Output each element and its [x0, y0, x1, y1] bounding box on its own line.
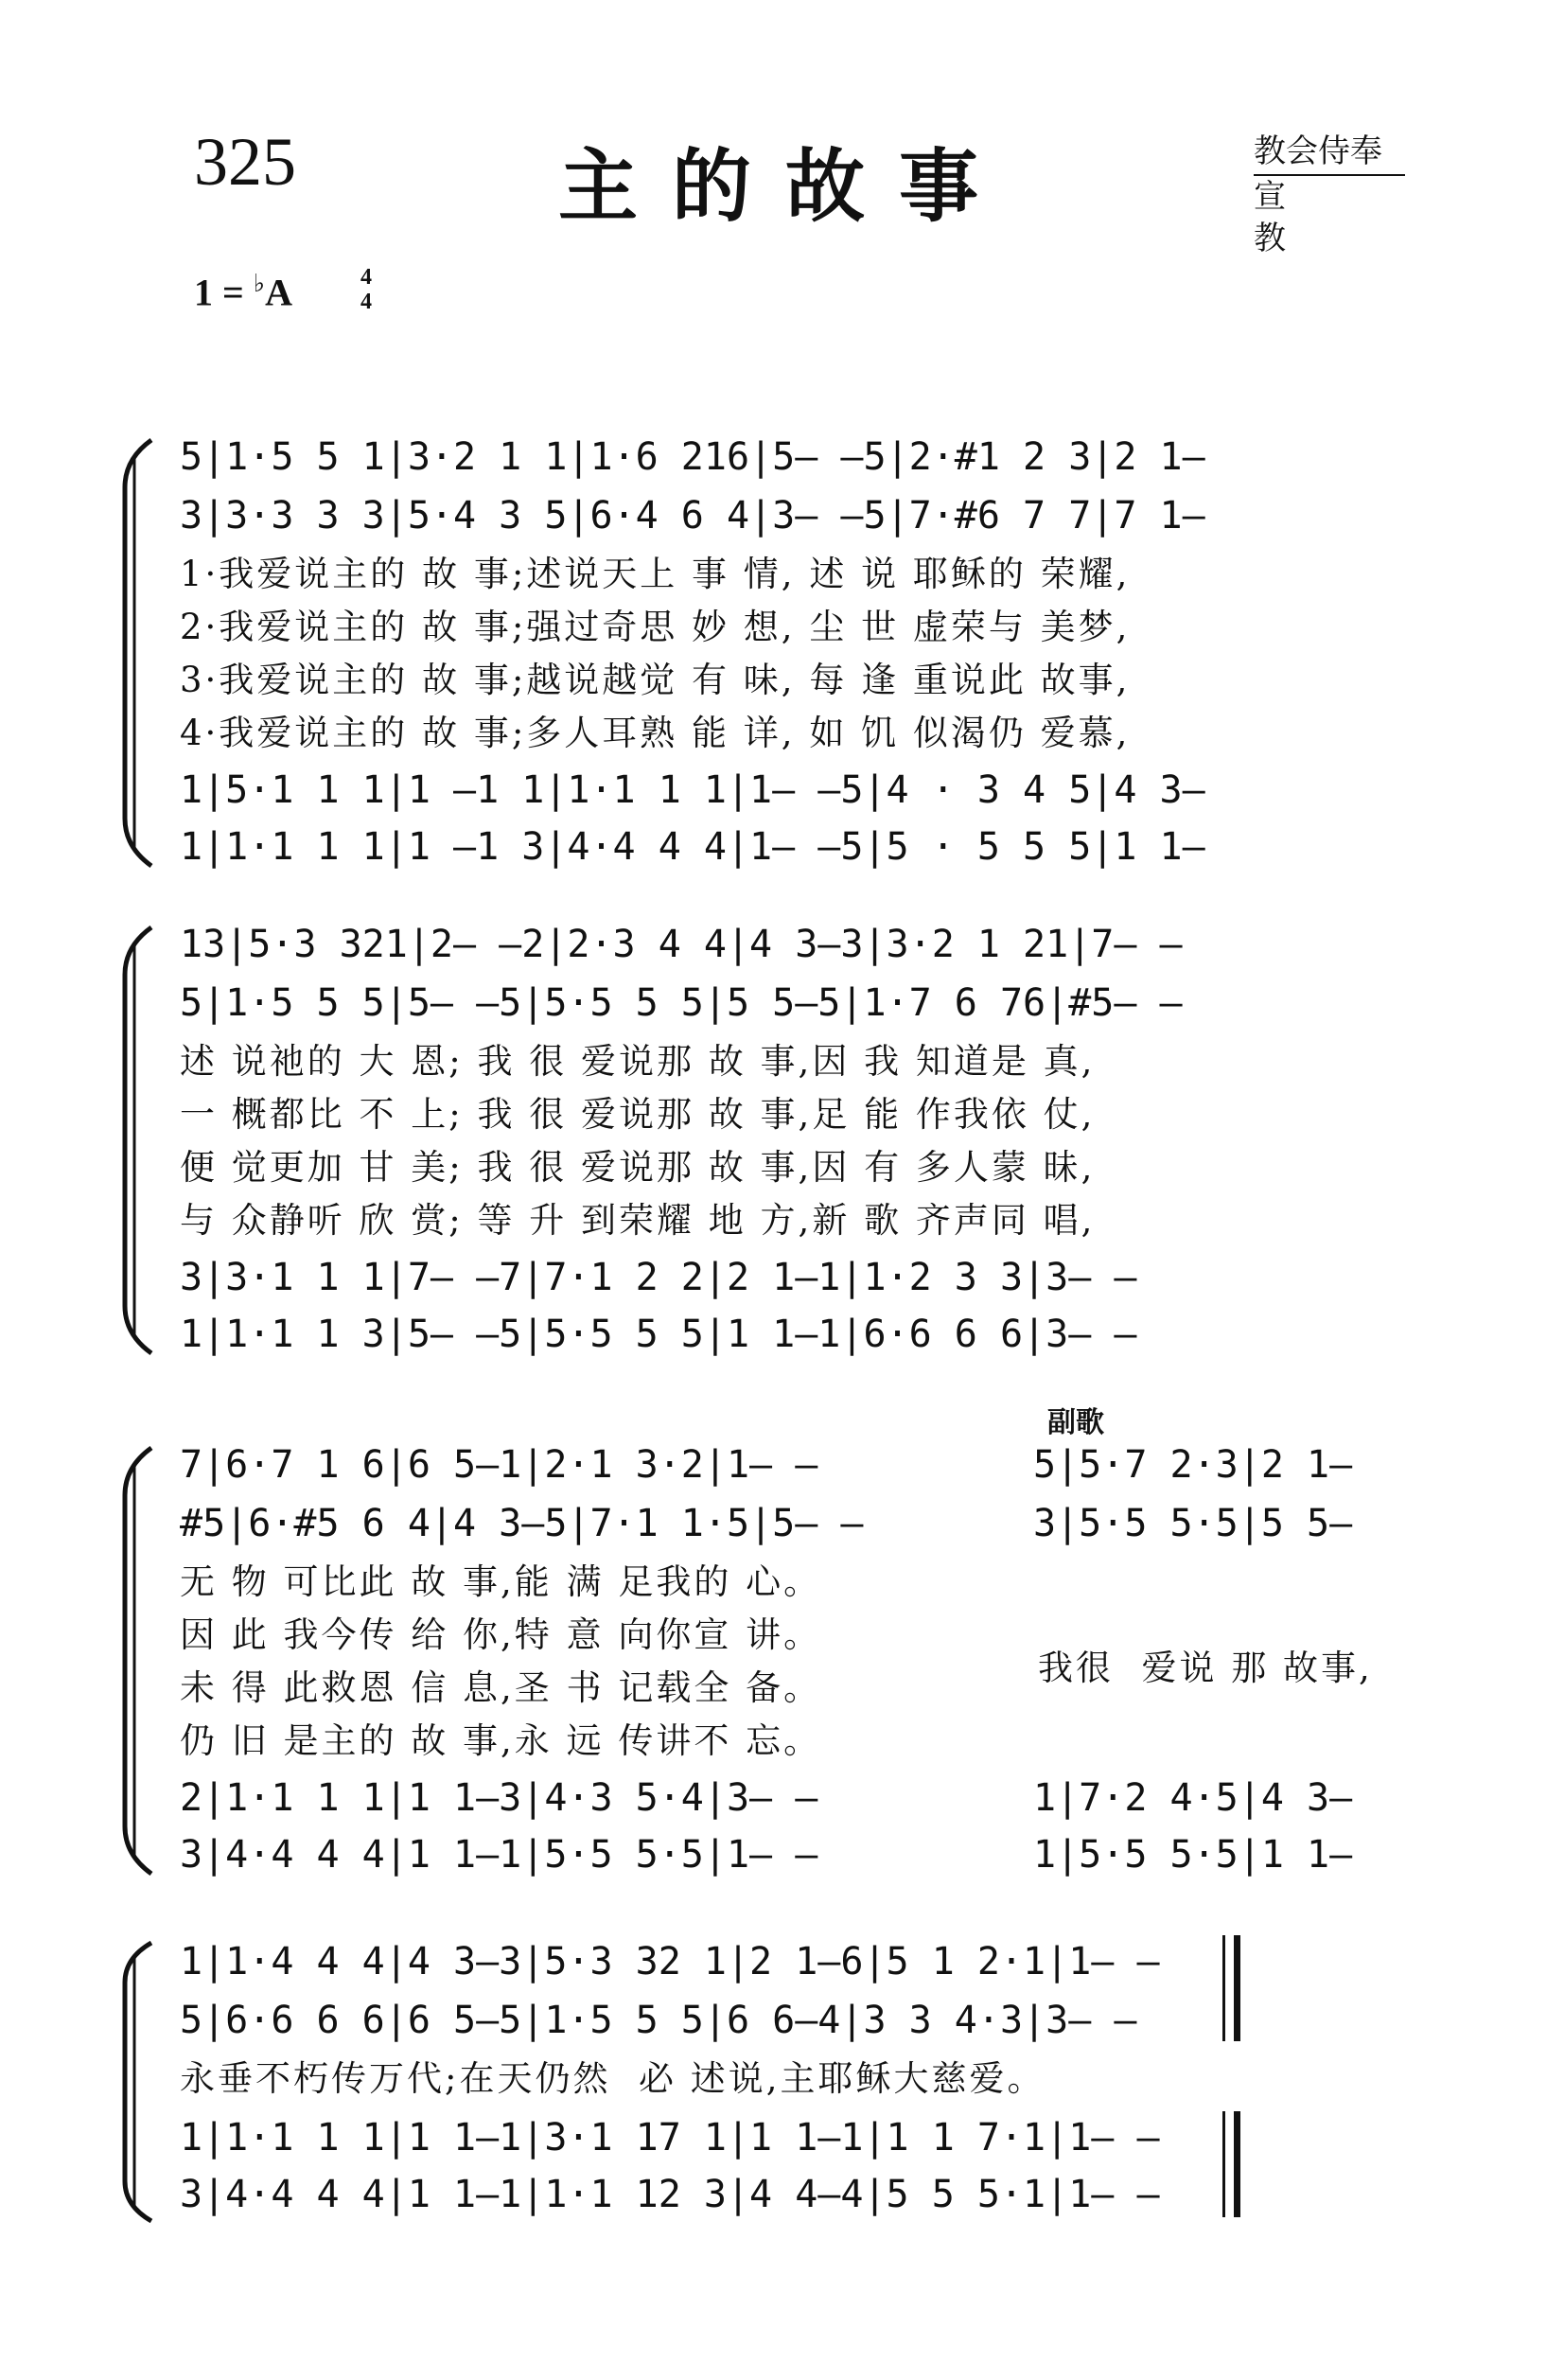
bass-line: 1|1·1 1 3|5— —5|5·5 5 5|1 1—1|6·6 6 6|3— —	[180, 1313, 1137, 1356]
bass-line: 1|1·1 1 1|1 —1 3|4·4 4 4|1— —5|5 · 5 5 5|1 1—	[180, 825, 1205, 869]
key-signature	[194, 270, 292, 314]
soprano-line: 1|1·4 4 4|4 3—3|5·3 32 1|2 1—6|5 1 2·1|1— —	[180, 1940, 1160, 1983]
lyric-verse-2: 一 概都比 不 上; 我 很 爱说那 故 事,足 能 作我依 仗,	[180, 1094, 1096, 1135]
final-barline-thin	[1222, 2111, 1225, 2217]
lyric-verse-2: 2·我爱说主的 故 事;强过奇思 妙 想, 尘 世 虚荣与 美梦,	[180, 607, 1131, 647]
lyric-verse-3: 3·我爱说主的 故 事;越说越觉 有 味, 每 逢 重说此 故事,	[180, 660, 1131, 700]
key-prefix: 1 =	[194, 271, 254, 314]
lyric-verse-1: 述 说祂的 大 恩; 我 很 爱说那 故 事,因 我 知道是 真,	[180, 1041, 1096, 1082]
soprano-line: 13|5·3 321|2— —2|2·3 4 4|4 3—3|3·2 1 21|7— —	[180, 923, 1183, 966]
time-signature	[357, 265, 376, 314]
refrain-bass-line: 1|5·5 5·5|1 1—	[1033, 1833, 1353, 1877]
lyric-verse-3: 便 觉更加 甘 美; 我 很 爱说那 故 事,因 有 多人蒙 昧,	[180, 1147, 1096, 1188]
soprano-line: 5|1·5 5 1|3·2 1 1|1·6 216|5— —5|2·#1 2 3|2 1—	[180, 435, 1205, 479]
alto-line: #5|6·#5 6 4|4 3—5|7·1 1·5|5— —	[180, 1502, 864, 1545]
flat-sign: ♭	[253, 270, 266, 297]
meter-bottom: 4	[360, 290, 372, 314]
system-4	[106, 1935, 1260, 2229]
refrain-alto-line: 3|5·5 5·5|5 5—	[1033, 1502, 1353, 1545]
tenor-line: 1|5·1 1 1|1 —1 1|1·1 1 1|1— —5|4 · 3 4 5|4 3—	[180, 768, 1205, 812]
lyric-verse-4: 4·我爱说主的 故 事;多人耳熟 能 详, 如 饥 似渴仍 爱慕,	[180, 713, 1131, 753]
key-note: A	[265, 271, 292, 314]
tenor-line: 2|1·1 1 1|1 1—3|4·3 5·4|3— —	[180, 1776, 818, 1820]
hymn-title: 主的故事	[558, 139, 1013, 233]
refrain-lyric: 我很 爱说 那 故事,	[1038, 1648, 1373, 1688]
brace	[106, 431, 172, 875]
meter-top: 4	[360, 265, 372, 290]
lyric-verse-4: 与 众静听 欣 赏; 等 升 到荣耀 地 方,新 歌 齐声同 唱,	[180, 1200, 1096, 1241]
tenor-line: 3|3·1 1 1|7— —7|7·1 2 2|2 1—1|1·2 3 3|3— —	[180, 1256, 1137, 1299]
final-barline-thick	[1234, 1935, 1240, 2041]
refrain-soprano-line: 5|5·7 2·3|2 1—	[1033, 1443, 1353, 1487]
tenor-line: 1|1·1 1 1|1 1—1|3·1 17 1|1 1—1|1 1 7·1|1— —	[180, 2116, 1160, 2160]
final-barline-thin	[1222, 1935, 1225, 2041]
refrain-tenor-line: 1|7·2 4·5|4 3—	[1033, 1776, 1353, 1820]
soprano-line: 7|6·7 1 6|6 5—1|2·1 3·2|1— —	[180, 1443, 818, 1487]
system-1	[106, 431, 1487, 875]
credit-line-2: 宣教	[1254, 178, 1335, 257]
hymn-number: 325	[194, 124, 296, 200]
lyric-verse-3: 未 得 此救恩 信 息,圣 书 记载全 备。	[180, 1667, 822, 1708]
hymn-credit	[1254, 131, 1405, 259]
alto-line: 5|1·5 5 5|5— —5|5·5 5 5|5 5—5|1·7 6 76|#5— —	[180, 981, 1183, 1025]
brace	[106, 918, 172, 1363]
brace	[106, 1438, 172, 1883]
bass-line: 3|4·4 4 4|1 1—1|1·1 12 3|4 4—4|5 5 5·1|1— —	[180, 2173, 1160, 2216]
lyric-verse-2: 因 此 我今传 给 你,特 意 向你宣 讲。	[180, 1614, 822, 1655]
alto-line: 3|3·3 3 3|5·4 3 5|6·4 6 4|3— —5|7·#6 7 7|7 1—	[180, 494, 1205, 538]
system-3	[106, 1406, 1487, 1883]
brace	[106, 1935, 172, 2229]
lyric-verse-4: 仍 旧 是主的 故 事,永 远 传讲不 忘。	[180, 1720, 822, 1761]
system-2	[106, 918, 1487, 1363]
lyric-verse-1: 无 物 可比此 故 事,能 满 足我的 心。	[180, 1561, 822, 1602]
credit-line-1: 教会侍奉	[1254, 131, 1405, 176]
lyric-verse-1: 永垂不朽传万代;在天仍然 必 述说,主耶稣大慈爱。	[180, 2058, 1046, 2099]
final-barline-thick	[1234, 2111, 1240, 2217]
refrain-label: 副歌	[1047, 1406, 1104, 1439]
alto-line: 5|6·6 6 6|6 5—5|1·5 5 5|6 6—4|3 3 4·3|3— —	[180, 1999, 1137, 2042]
lyric-verse-1: 1·我爱说主的 故 事;述说天上 事 情, 述 说 耶稣的 荣耀,	[180, 554, 1131, 594]
bass-line: 3|4·4 4 4|1 1—1|5·5 5·5|1— —	[180, 1833, 818, 1877]
